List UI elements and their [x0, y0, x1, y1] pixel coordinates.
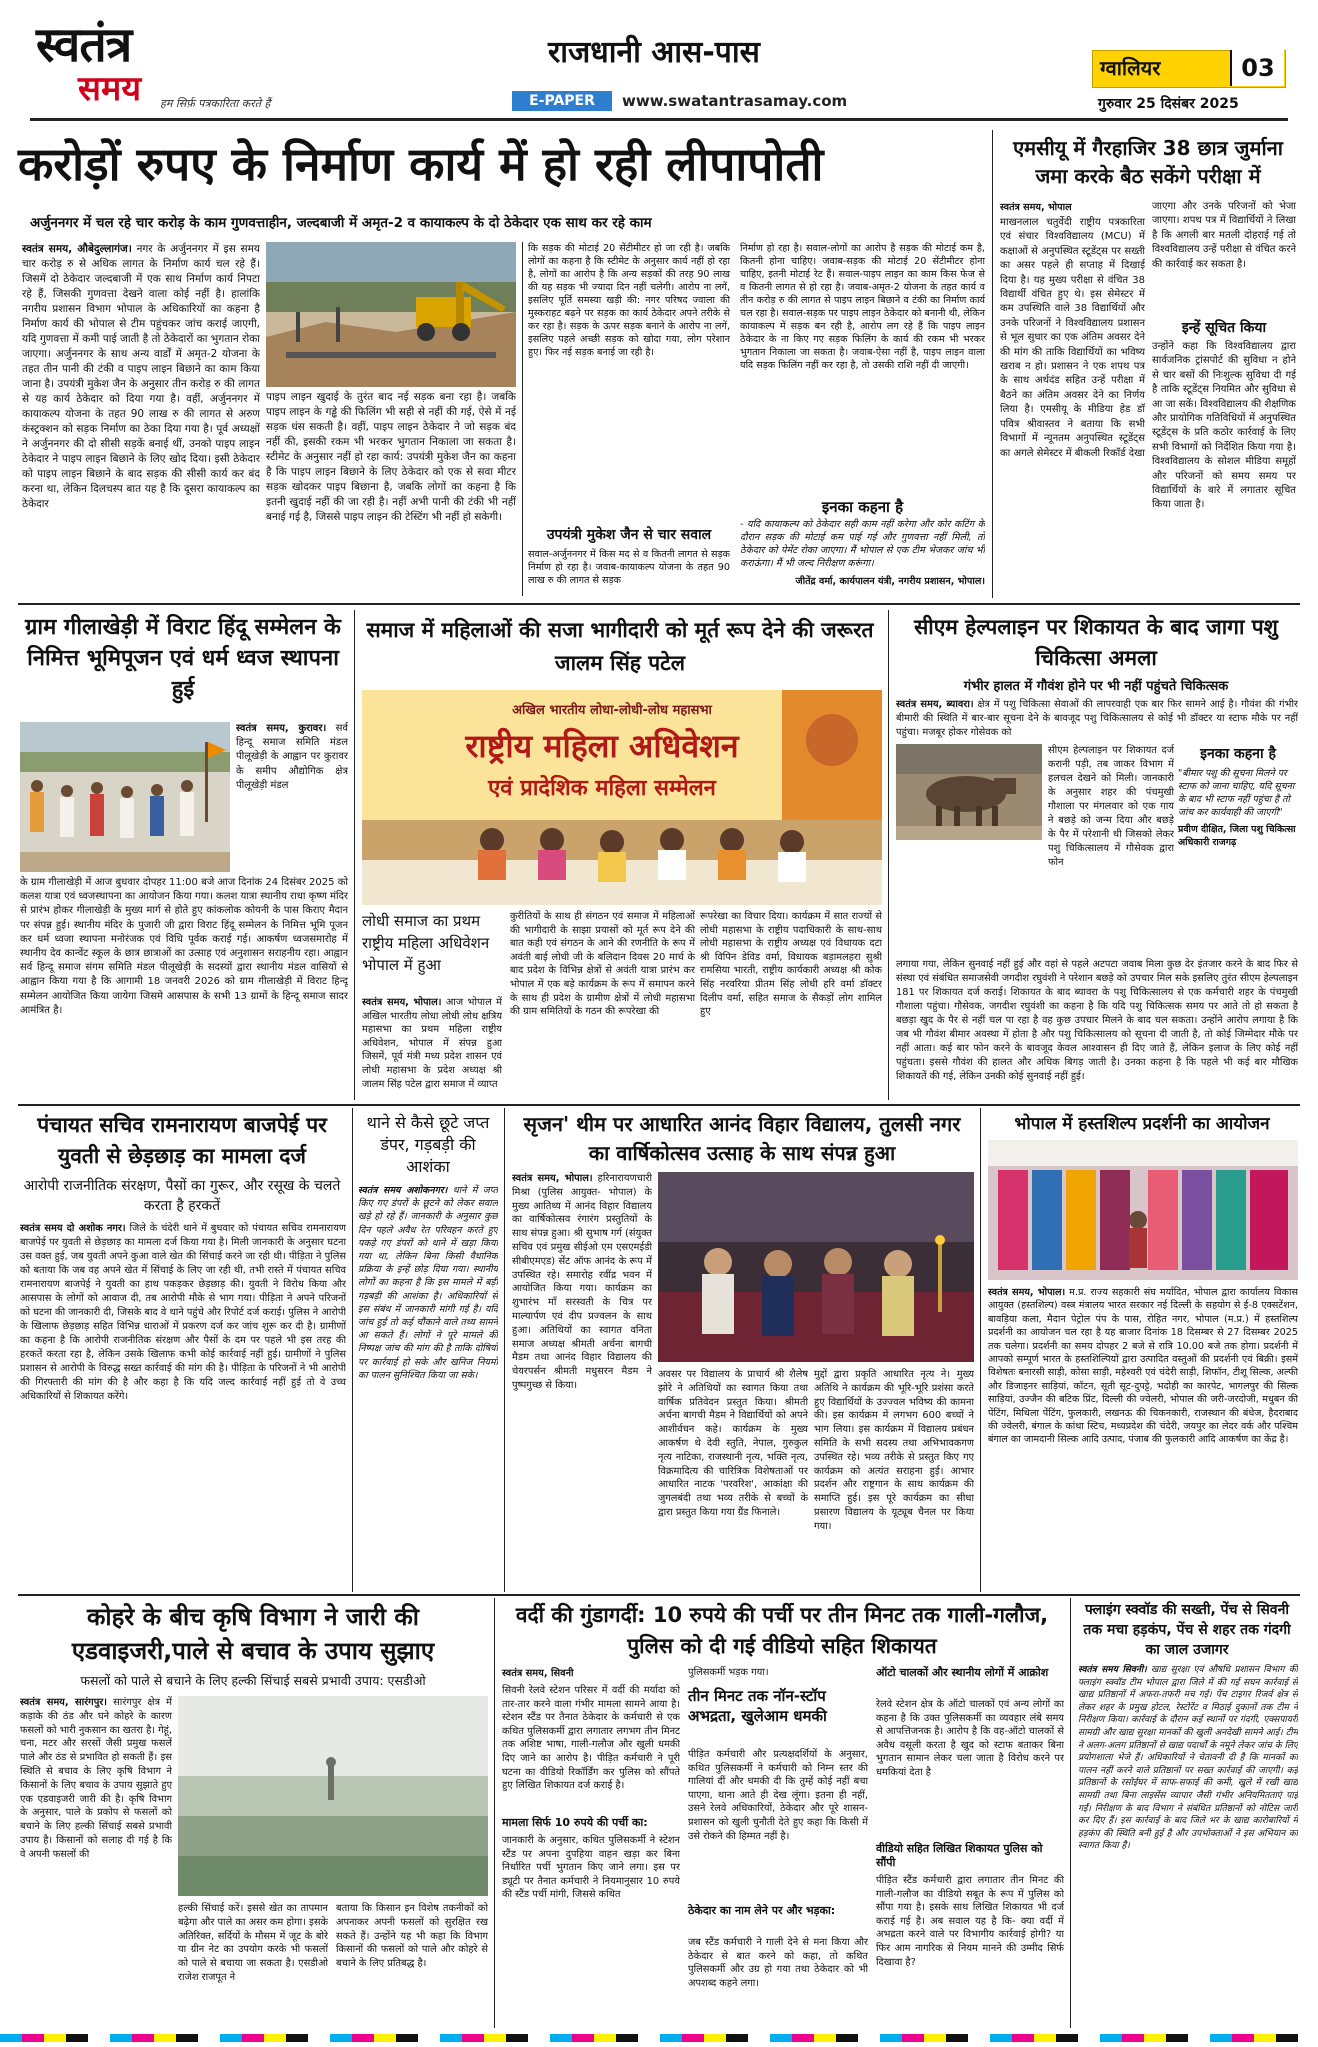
mcu-col1: माखनलाल चतुर्वेदी राष्ट्रीय पत्रकारिता एवं संचार विश्वविद्यालय (MCU) में कक्षाओं से अनुपस्थित स्टूडेंट्स पर सख्ती का असर पहले ही सप्ताह में दिखाई दिया है। यह मुख्य परीक्षा से वंचित 38 विद्यार्थी वंचित हुए थे। इस सेमेस्टर में कम उपस्थिति वाले 38 विद्यार्थियों और उनके परिजनों ने विश्वविद्यालय प्रशासन से भूल सुधार का एक अंतिम अवसर देने की मांग की ताकि विद्यार्थियों का भविष्य खराब न हो। प्रशासन ने एक शपथ पत्र के साथ अर्थदंड सहित उन्हें परीक्षा में बैठने का अंतिम अवसर देने का निर्णय लिया है। एमसीयू के मीडिया हेड डॉ पवित्र श्रीवास्तव ने बताया कि सभी विभागों में न्यूनतम अनुपस्थित स्टूडेंट्स का अगले सेमेस्टर में बीकली रिकॉर्ड देखा	[1000, 217, 1145, 459]
annual-function-image	[658, 1172, 974, 1362]
lead-headline: करोड़ों रुपए के निर्माण कार्य में हो रही लीपापोती	[18, 137, 824, 191]
kohra-subhead: फसलों को पाले से बचाने के लिए हल्की सिंचाई सबसे प्रभावी उपाय: एसडीओ	[80, 1673, 426, 1688]
masthead	[0, 0, 1318, 125]
row2-divider-1	[354, 610, 355, 1100]
panchayat-byline: स्वतंत्र समय दो अशोक नगर।	[20, 1223, 126, 1234]
vardi-col3: रेलवे स्टेशन क्षेत्र के ऑटो चालकों एवं अन्य लोगों का कहना है कि उक्त पुलिसकर्मी का व्यवहार लंबे समय से आपत्तिजनक है। आरोप है कि वह-ऑटो चालकों से अवैध वसूली करता है खुद को स्टाफ बताकर बिना भुगतान सामान लेकर चला जाता है विरोध करने पर धमकियां देता है	[876, 1699, 1064, 1778]
banner-line1: अखिल भारतीय लोधा-लोधी-लोध महासभा	[512, 703, 712, 718]
kohra-headline: कोहरे के बीच कृषि विभाग ने जारी की एडवाइजरी,पाले से बचाव के उपाय सुझाए	[71, 1603, 435, 1665]
thane-body-text: थाने में जप्त किए गए डंपरों के छूटने को लेकर सवाल खड़े हो रहे हैं। जानकारी के अनुसार कुछ दिन पहले अवैध रेत परिवहन करते हुए पकड़े गए डंपरों को थाने में खड़ा किया गया था, लेकिन बिना किसी वैधानिक प्रक्रिया के इन्हें छोड़ दिया गया। स्थानीय लोगों का कहना है कि इस मामले में बड़ी गड़बड़ी की आशंका है। अधिकारियों से इस संबंध में जानकारी मांगी गई है। यदि जांच हुई तो कई चौंकाने वाले तथ्य सामने आ सकते हैं। लोगों ने पूरे मामले की निष्पक्ष जांच की मांग की है ताकि दोषियों पर कार्रवाई हो सके और खनिज नियमों का पालन सुनिश्चित किया जा सके।	[358, 1185, 498, 1381]
vardi-headline: वर्दी की गुंडागर्दी: 10 रुपये की पर्ची पर तीन मिनट तक गाली-गलौज, पुलिस को दी गई वीडियो सहित शिकायत	[515, 1603, 1049, 1658]
lead-byline: स्वतंत्र समय, औबेदुल्लागंज।	[22, 243, 132, 255]
mcu-headline: एमसीयू में गैरहाजिर 38 छात्र जुर्माना जमा करके बैठ सकेंगे परीक्षा में	[1013, 136, 1283, 188]
haat-photo	[988, 1140, 1298, 1280]
vardi-col2-head: तीन मिनट तक नॉन-स्टॉप अभद्रता, खुलेआम धमकी	[688, 1687, 827, 1725]
srijan-photo	[658, 1172, 974, 1362]
srijan-col1-text: हरिनारायणचारी मिश्रा (पुलिस आयुक्त- भोपाल) के मुख्य आतिथ्य में आनंद विहार विद्यालय का वार्षिकोत्सव रंगारंग प्रस्तुतियों के साथ संपन्न हुआ। श्री सुभाष गर्ग (संयुक्त सचिव एवं प्रमुख सीईओ एम एसएमईडी सीबीएमएड) सेंट ऑफ आनंद के रूप में उपस्थित रहे। समारोह रवींद्र भवन में आयोजित किया गया। कार्यक्रम का शुभारंभ माँ सरस्वती के चित्र पर माल्यार्पण एवं दीप प्रज्वलन के साथ हुआ। अतिथियों का स्वागत वनिता समाज अध्यक्ष श्रीमती अर्चना बागची मैडम तथा आनंद विहार विद्यालय की चेयरपर्सन श्रीमती मधुसरन मैडम ने पुष्पगुच्छ से किया।	[512, 1173, 652, 1391]
kohra-col2: हल्की सिंचाई करें। इससे खेत का तापमान बढ़ेगा और पाले का असर कम होगा। इसके अतिरिक्त, सर्दियों के मौसम में जूट के बोरे या ग्रीन नेट का उपयोग करके भी फसलों को पाले से बचाया जा सकता है। एसडीओ राजेश राजपूत ने	[178, 1903, 328, 1983]
flyover-body	[1078, 1664, 1298, 2024]
kohra-col3: बताया कि किसान इन विशेष तकनीकों को अपनाकर अपनी फसलों को सुरक्षित रख सकते हैं। उन्होंने यह भी कहा कि विभाग किसानों की फसलों को पाले और कोहरे से बचाने के लिए प्रतिबद्ध है।	[336, 1903, 488, 1970]
vardi-col2: पीड़ित कर्मचारी और प्रत्यक्षदर्शियों के अनुसार, कथित पुलिसकर्मी ने कर्मचारी को निम्न स्तर की गालियां दीं और धमकी दी कि तुम्हें कोई नहीं बचा पाएगा, थाना आते ही देख लूंगा। इतना ही नहीं, उसने रेलवे अधिकारियों, ठेकेदार और पूरे शासन-प्रशासन को खुली चुनौती देते हुए कहा कि किसी में उसे रोकने की हिम्मत नहीं है।	[688, 1749, 868, 1842]
gila-byline: स्वतंत्र समय, कुरावर।	[236, 723, 327, 734]
vardi-col2a: पुलिसकर्मी भड़क गया।	[688, 1667, 769, 1678]
row2-rule	[18, 1104, 1300, 1106]
lead-col1-text: नगर के अर्जुननगर में इस समय चार करोड़ रु से अधिक लागत के निर्माण कार्य चल रहे हैं। जिसमें दो ठेकेदार जल्दबाजी में एक साथ निर्माण कार्य निपटा रहे हैं, जिसकी गुणवत्ता देखने वाला कोई नहीं है। हालांकि नगरीय प्रशासन विभाग भोपाल के अधिकारियों का कहना है निर्माण कार्य की भोपाल से टीम पहुंचकर जांच कराई जाएगी, यदि गुणवत्ता में कमी पाई जाती है तो ठेकेदारों का भुगतान रोका जाएगा। अर्जुननगर के साथ अन्य वार्डों में अमृत-2 योजना के तहत तीन पानी की टंकी व पाइप लाइन बिछाने का काम किया जाना है। उपयंत्री मुकेश जैन के अनुसार तीन करोड़ रु की लागत से यह कार्य ठेकेदार को दिया गया है। वहीं, अर्जुननगर में कायाकल्प योजना के तहत 90 लाख रु की लागत से अरुण कंस्ट्रक्शन को सड़क निर्माण का ठेका दिया गया है। पूर्व अध्यक्षों ने अर्जुननगर की दो सीसी सड़कें बनाई थीं, उनको पाइप लाइन ठेकेदार ने पाइप लाइन बिछाने के लिए खोद दिया। इसी ठेकेदार को पाइप लाइन बिछाने के बाद सड़क की सीसी कार्य कर बंद करना था, लेकिन दिलचस्प बात यह है कि दूसरा कायाकल्प का ठेकेदार	[22, 243, 260, 510]
cm-quote-head: इनका कहना है	[1200, 746, 1276, 762]
foggy-field-image	[178, 1696, 488, 1896]
kohra-photo	[178, 1696, 488, 1896]
cm-photo	[896, 744, 1042, 840]
banner-line3: एवं प्रादेशिक महिला सम्मेलन	[488, 776, 716, 801]
panchayat-headline: पंचायत सचिव रामनारायण बाजपेई पर युवती से छेड़छाड़ का मामला दर्ज	[37, 1113, 327, 1168]
banner-line2: राष्ट्रीय महिला अधिवेशन	[465, 727, 739, 765]
construction-image	[266, 242, 516, 387]
mcu-byline: स्वतंत्र समय, भोपाल	[1000, 202, 1072, 213]
mcu-col2b: उन्होंने कहा कि विश्वविद्यालय द्वारा सार्वजनिक ट्रांसपोर्ट की सुविधा न होने से चार बसों की निःशुल्क सुविधा दी गई है ताकि स्टूडेंट्स नियमित और सुविधा से आ जा सकें। विश्वविद्यालय की शैक्षणिक और प्रायोगिक गतिविधियों में अनुपस्थित स्टूडेंट्स के प्रति कठोर कार्रवाई के लिए सभी विभागों को निर्देशित किया गया है। विश्वविद्यालय के सोशल मीडिया समूहों और परिजनों को समय समय पर विद्यार्थियों के बारे में लगातार सूचित किया जाता है।	[1152, 341, 1296, 511]
tagline: हम सिर्फ़ पत्रकारिता करते हैं	[160, 97, 271, 110]
vardi-col3-head: ऑटो चालकों और स्थानीय लोगों में आक्रोश	[876, 1666, 1049, 1679]
lead-quote-head: इनका कहना है	[821, 498, 904, 516]
lead-col4: निर्माण हो रहा है। सवाल-लोगों का आरोप है सड़क की मोटाई कम है, कितनी होना चाहिए। जवाब-सड़क की मोटाई 20 सेंटीमीटर होना चाहिए, इतनी मोटाई रेट हैं। सवाल-पाइप लाइन का काम किस फेज से व कितनी लागत से हो रहा है। जवाब-अमृत-2 योजना के तहत कार्य व तीन करोड़ रु की लागत से पाइप लाइन बिछाने व टंकी का निर्माण कार्य चल रहा है। सवाल-सड़क पर पाइप लाइन ठेकेदार को बनानी थी, लेकिन कायाकल्प में सड़क बन रही है, आरोप लग रहे हैं कि पाइप लाइन ठेकेदार के ना किए गए सड़क फिलिंग के कार्य की रकम भी भरकर भुगतान निकाला जा सकता है। जवाब-ऐसा नहीं है, पाइप लाइन वाला यदि सड़क फिलिंग नहीं कर रहा है, तो उसकी राशि नहीं दी जाएगी।	[740, 243, 985, 371]
lead-quote: - यदि कायाकल्प को ठेकेदार सही काम नहीं करेगा और कोर कटिंग के दौरान सड़क की मोटाई कम पाई गई और गुणवत्ता नहीं मिली, तो ठेकेदार को पेमेंट रोका जाएगा। मैं भोपाल से एक टीम भेजकर जांच भी कराऊंगा। मैं भी जल्द निरीक्षण करूंगा।	[740, 519, 985, 569]
srijan-headline: सृजन' थीम पर आधारित आनंद विहार विद्यालय, तुलसी नगर का वार्षिकोत्सव उत्साह के साथ संपन्न हुआ	[523, 1112, 961, 1165]
vardi-col3b: पीड़ित स्टैंड कर्मचारी द्वारा लगातार तीन मिनट की गाली-गलौज का वीडियो सबूत के रूप में पुलिस को सौंपा गया है। इसके साथ लिखित शिकायत भी दर्ज कराई गई है। अब सवाल यह है कि- क्या वर्दी में अभद्रता करने वाले पर विभागीय कार्रवाई होगी? या फिर आम नागरिक से नियम मानने की उम्मीद सिर्फ दिखावा है?	[876, 1875, 1064, 1968]
lead-col1	[22, 242, 260, 598]
row3-divider-1	[352, 1108, 353, 1592]
mcu-subhead: इन्हें सूचित किया	[1181, 320, 1267, 336]
lead-subhead: अर्जुननगर में चल रहे चार करोड़ के काम गुणवत्ताहीन, जल्दबाजी में अमृत-2 व कायाकल्प के दो ठेकेदार एक साथ कर रहे काम	[30, 215, 652, 231]
mahila-col3: रूपरेखा का विचार दिया। कार्यक्रम में सात राज्यों से लोधी महासभा के राष्ट्रीय पदाधिकारी के साथ-साथ लोधी महासभा के राष्ट्रीय अध्यक्ष एवं विधायक दटा श्री विपिन डेविड वर्मा, विधायक बड़ामलहरा सुश्री रामसिया भारती, राष्ट्रीय कार्यकारी अध्यक्ष श्री कोक सिंह नरवरिया प्रीतम सिंह लोधी हरि वर्मा डॉक्टर दिलीप वर्मा, सहित समाज के सैकड़ों लोग शामिल हुए	[700, 911, 882, 1018]
gila-photo	[20, 722, 230, 872]
vardi-col1b: जानकारी के अनुसार, कथित पुलिसकर्मी ने स्टेशन स्टैंड पर अपना दुपहिया वाहन खड़ा कर बिना निर्धारित पर्ची भुगतान किए जाने लगा। इस पर ड्यूटी पर तैनात कर्मचारी ने नियमानुसार 10 रुपये की स्टैंड पर्ची मांगी, जिससे कथित	[502, 1835, 680, 1901]
row4-divider-2	[1070, 1598, 1071, 2028]
mahila-photo	[362, 690, 882, 905]
cm-body: लगाया गया, लेकिन सुनवाई नहीं हुई और वहां से पहले अटपटा जवाब मिला कुछ देर इंतजार करने के बाद फिर से संस्था एवं संबंधित समाजसेवी जगदीश रघुवंशी ने परेशान बछड़े को उपचार मिल सके इसलिए तुरंत सीएम हेल्पलाइन 181 पर शिकायत दर्ज कराई। शिकायत के बाद ब्यावरा के पशु चिकित्सालय से एक कर्मचारी शहर के पंचमुखी गौशाला पहुंचा। गौसेवक, जगदीश रघुवंशी का कहना है कि यदि पशु चिकित्सक समय पर आते तो हो सकता है बछड़ा खुद के पैर से नहीं चल पा रहा है वह कुछ उपचार मिलने के बाद चल सकता। उन्होंने आरोप लगाया है कि जब भी गौवंश बीमार अवस्था में होता है और पशु चिकित्सालय को सूचना दी जाती है, तो कोई जिम्मेदार मौके पर नहीं आता। कई बार फोन करने के बावजूद केवल आश्वासन ही दिए जाते हैं, लेकिन इलाज के लिए कोई नहीं पहुंचता। इससे गौवंश की हालत और अधिक बिगड़ जाती है। उनका कहना है कि पहले भी कई बार मौखिक शिकायतें की गई, लेकिन उनकी कोई सुनवाई नहीं हुई।	[896, 959, 1298, 1082]
row4-divider-1	[494, 1598, 495, 2028]
exhibition-image	[988, 1140, 1298, 1280]
masthead-rule	[30, 118, 1288, 121]
page-number: 03	[1230, 50, 1284, 86]
srijan-byline: स्वतंत्र समय, भोपाल।	[512, 1173, 593, 1184]
vardi-col1-head: मामला सिर्फ 10 रुपये की पर्ची का:	[502, 1816, 648, 1829]
lead-col-divider	[522, 242, 523, 596]
ceremony-image	[20, 722, 230, 872]
vardi-byline: स्वतंत्र समय, सिवनी	[502, 1668, 574, 1679]
vardi-col1: सिवनी रेलवे स्टेशन परिसर में वर्दी की मर्यादा को तार-तार करने वाला गंभीर मामला सामने आया है। स्टेशन स्टैंड पर तैनात ठेकेदार के कर्मचारी से एक कथित पुलिसकर्मी द्वारा लगातार लगभग तीन मिनट तक अशिष्ट भाषा, गाली-गलौज और खुली धमकी दिए जाने का आरोप है। पीड़ित कर्मचारी ने पूरी घटना का वीडियो रिकॉर्डिंग कर पुलिस को सौंपते हुए लिखित शिकायत दर्ज कराई है।	[502, 1685, 680, 1792]
srijan-col3: मुद्दों द्वारा प्रकृति आधारित नृत्य ने। मुख्य अतिथि ने कार्यक्रम की भूरि-भूरि प्रशंसा करते हुए विद्यार्थियों के उज्ज्वल भविष्य की कामना की। इस कार्यक्रम में लगभग 600 बच्चों ने भाग लिया। इस कार्यक्रम में विद्यालय प्रबंधन समिति के सभी सदस्य तथा अभिभावकगण उपस्थित रहे। भव्य तरीके से प्रस्तुत किए गए कार्यक्रम को अत्यंत सराहना हुई। आभार प्रदर्शन और राष्ट्रगान के साथ कार्यक्रम की समाप्ति हुई। इस पूरे कार्यक्रम का सीधा प्रसारण विद्यालय के यूट्यूब चैनल पर किया गया।	[814, 1369, 974, 1532]
row3-rule	[18, 1594, 1300, 1596]
cm-quote-box	[1178, 744, 1298, 954]
srijan-col2: अवसर पर विद्यालय के प्राचार्य श्री शैलेष झोरे ने अतिथियों का स्वागत किया तथा वार्षिक प्रतिवेदन प्रस्तुत किया। श्रीमती अर्चना बागची मैडम ने विद्यार्थियों को अपने आशीर्वचन कहे। कार्यक्रम के मुख्य आकर्षण थे देवी स्तुति, नेपाल, गुरुकुल नृत्य नाटिका, राजस्थानी नृत्य, भक्ति नृत्य, विक्रमादित्य की चारित्रिक विशेषताओं पर आधारित नाटक 'परवरिश', आकांक्षा की जुगलबंदी तथा भव्य तरीके से बच्चों के द्वारा प्रस्तुत किया गया ग्रैंड फिनाले।	[658, 1369, 808, 1518]
lead-col2: पाइप लाइन खुदाई के तुरंत बाद नई सड़क बना रहा है। जबकि पाइप लाइन के गड्ढे की फिलिंग भी सही से नहीं की गई, ऐसे में नई सड़क धंस सकती है। वहीं, पाइप लाइन ठेकेदार ने जो सड़क बंद नहीं की, इसकी रकम भी भरकर भुगतान निकाला जा सकता है। स्टीमेट के अनुसार नहीं हो रहा कार्य: उपयंत्री मुकेश जैन का कहना है कि पाइप लाइन बिछाने के लिए ठेकेदार को एक से सवा मीटर सड़क खोदकर पाइप बिछाना है, जबकि लोगों का कहना है कि इतनी खुदाई नहीं की जा रही है। नहीं अभी पानी की टंकी भी नहीं बनाई गई है, जिससे पाइप लाइन की टेस्टिंग भी नहीं हो सकेगी।	[266, 391, 516, 523]
mahila-subhead: लोधी समाज का प्रथम राष्ट्रीय महिला अधिवेशन भोपाल में हुआ	[362, 912, 490, 974]
logo-bottom: समय	[78, 69, 142, 109]
row2-divider-2	[888, 610, 889, 1100]
kohra-col1-text: सारंगपुर क्षेत्र में कड़ाके की ठंड और घने कोहरे के कारण फसलों को भारी नुकसान का खतरा है। गेहूं, चना, मटर और सरसों जैसी प्रमुख फसलें पाले और ठंड से प्रभावित हो सकती हैं। इस स्थिति से बचाव के लिए कृषि विभाग ने किसानों के लिए बचाव के उपाय सुझाते हुए एक एडवाइजरी जारी की है। कृषि विभाग के अनुसार, पाले के प्रकोप से फसलों को बचाने के लिए हल्की सिंचाई सबसे प्रभावी उपाय है। किसानों को सलाह दी गई है कि वे अपनी फसलों की	[20, 1697, 172, 1860]
vardi-col2-head2: ठेकेदार का नाम लेने पर और भड़का:	[688, 1904, 836, 1917]
section-title: राजधानी आस-पास	[548, 35, 760, 70]
lead-photo	[266, 242, 516, 387]
gila-body: के ग्राम गीलाखेड़ी में आज बुधवार दोपहर 11:00 बजे आज दिनांक 24 दिसंबर 2025 को कलश यात्रा एवं ध्वजस्थापना का आयोजन किया गया। कलश यात्रा स्थानीय राधा कृष्ण मंदिर से प्रारंभ होकर गीलाखेड़ी के मुख्य मार्ग से होते हुए कांकलोक कोयनी के पास किराए मैदान पर संपन्न हुई। स्थानीय मंदिर के पुजारी जी द्वारा विराट हिंदू सम्मेलन के निमित्त भूमि पूजन कर धर्म ध्वजा स्थापना मनोरंजक एवं विधि पूर्वक कराई गई। आकर्षण ध्वजसमारोह में स्थानीय देव कान्वेंट स्कूल के छात्र छात्राओं का उत्साह एवं अनुशासन सराहनीय रहा। आह्वान सर्व हिन्दू समाज संगम समिति मंडल पीलूखेड़ी के सदस्यों द्वारा स्थानीय मंडल वासियों से आह्वान किया गया है कि आगामी 18 जनवरी 2026 को ग्राम गीलाखेड़ी में विराट हिन्दू सम्मेलन आयोजित किया जायेगा जिसमे आसपास के सभी 13 ग्रामों के हिन्दू समाज सादर आमंत्रित है।	[20, 877, 348, 1016]
lead-quote-by: जीतेंद्र वर्मा, कार्यपालन यंत्री, नगरीय प्रशासन, भोपाल।	[795, 576, 985, 587]
flyover-byline: स्वतंत्र समय सिवनी।	[1078, 1665, 1147, 1675]
srijan-col1	[512, 1172, 652, 1588]
cm-top	[896, 698, 1298, 742]
cm-subhead: गंभीर हालत में गौवंश होने पर भी नहीं पहुंचते चिकित्सक	[963, 679, 1229, 694]
lead-col3-tail: सवाल-अर्जुननगर में किस मद से व कितनी लागत से सड़क निर्माण हो रहा है। जवाब-कायाकल्प योजना के तहत 90 लाख रु की लागत से सड़क	[528, 549, 730, 586]
footer-color-strip	[0, 2034, 1318, 2042]
city-name: ग्वालियर	[1100, 56, 1161, 80]
gila-col-right-text: सर्व हिन्दू समाज समिति मंडल पीलूखेड़ी के आह्वान पर कुरावर के समीप औद्योगिक क्षेत्र पीलूखेड़ी मंडल	[236, 723, 348, 791]
gila-headline: ग्राम गीलाखेड़ी में विराट हिंदू सम्मेलन के निमित्त भूमिपूजन एवं धर्म ध्वज स्थापना हुई	[25, 615, 341, 702]
vardi-col3-head2: वीडियो सहित लिखित शिकायत पुलिस को सौंपी	[876, 1842, 1043, 1869]
mahila-headline: समाज में महिलाओं की सजा भागीदारी को मूर्त रूप देने की जरूरत जालम सिंह पटेल	[366, 618, 874, 675]
logo-top: स्वतंत्र	[36, 17, 132, 73]
panchayat-subhead: आरोपी राजनीतिक संरक्षण, पैसों का गुरूर, और रसूख के चलते करता है हरकतें	[23, 1178, 341, 1214]
thane-body	[358, 1184, 498, 1588]
right-column-divider	[992, 130, 993, 598]
lead-col3: कि सड़क की मोटाई 20 सेंटीमीटर हो जा रही है। जबकि लोगों का कहना है कि स्टीमेट के अनुसार कार्य नहीं हो रहा है, लोगों का आरोप है कि अन्य सड़कों की तरह 90 लाख की यह सड़क भी ज्यादा दिन नहीं चलेगी। आरोप ना लगें, इसलिए पूर्ति समस्या खड़ी की: नगर परिषद ज्वाला की मुस्कराहट बढ़ने पर सड़क का कार्य ठेकेदार अपने तरीके से कर रहा है। सड़क के ऊपर सड़क बनाने के आरोप ना लगें, इसलिए पहले अच्छी सड़क को खोदा गया, लोग परेशान हुए। फिर नई सड़क बनाई जा रही है।	[528, 243, 730, 358]
website[interactable]: www.swatantrasamay.com	[622, 92, 848, 110]
thane-headline: थाने से कैसे छूटे जप्त डंपर, गड़बड़ी की आशंका	[366, 1113, 490, 1176]
cow-image	[896, 744, 1042, 840]
flyover-headline: फ्लाइंग स्क्वॉड की सख्ती, पेंच से सिवनी तक मचा हड़कंप, पेंच से शहर तक गंदगी का जाल उजागर	[1083, 1602, 1291, 1658]
row3-divider-3	[980, 1108, 981, 1592]
haat-byline: स्वतंत्र समय, भोपाल।	[988, 1287, 1066, 1298]
haat-body	[988, 1286, 1298, 1588]
vardi-col2b: जब स्टैंड कर्मचारी ने गाली देने से मना किया और ठेकेदार से बात करने को कहा, तो कथित पुलिसकर्मी और उग्र हो गया तथा ठेकेदार को भी अपशब्द कहने लगा।	[688, 1937, 868, 1989]
thane-byline: स्वतंत्र समय अशोकनगर।	[358, 1185, 448, 1196]
haat-headline: भोपाल में हस्तशिल्प प्रदर्शनी का आयोजन	[1014, 1114, 1270, 1134]
kohra-col1	[20, 1696, 172, 2024]
mahila-col1-text: आज भोपाल में अखिल भारतीय लोधा लोधी लोध क्षत्रिय महासभा का प्रथम महिला राष्ट्रीय अधिवेशन, भोपाल में संपन्न हुआ जिसमें, पूर्व मंत्री मध्य प्रदेश शासन एवं लोधी महासभा के प्रदेश अध्यक्ष श्री जालम सिंह पटेल द्वारा समाज में व्याप्त	[362, 997, 502, 1090]
mahila-col1	[362, 996, 502, 1100]
cm-byline: स्वतंत्र समय, ब्यावरा।	[896, 699, 974, 710]
mahila-byline: स्वतंत्र समय, भोपाल।	[362, 997, 442, 1008]
kohra-byline: स्वतंत्र समय, सारंगपुर।	[20, 1697, 107, 1708]
mcu-col2: जाएगा और उनके परिजनों को भेजा जाएगा। शपथ पत्र में विद्यार्थियों ने लिखा है कि अगली बार मतली दोहराई गई तो विश्वविद्यालय उन्हें परीक्षा से वंचित करने की कार्रवाई कर सकता है।	[1152, 201, 1296, 270]
cm-quote: "बीमार पशु की सूचना मिलने पर स्टाफ को जाना चाहिए, यदि सूचना के बाद भी स्टाफ नहीं पहुंचा है तो जांच कर कार्यवाही की जाएगी"	[1178, 768, 1295, 818]
gila-col-right	[236, 722, 348, 872]
flyover-body-text: खाद्य सुरक्षा एवं औषधि प्रशासन विभाग की फ्लाइंग स्क्वॉड टीम भोपाल द्वारा जिले में की गई सघन कार्रवाई से खाद्य प्रतिष्ठानों में अफरा-तफरी मच गई। पेंच टाइगर रिजर्व क्षेत्र से लेकर शहर के प्रमुख होटल, रेस्टोरेंट व मिठाई दुकानों तक टीम ने निरीक्षण किया। कार्रवाई के दौरान कई स्थानों पर गंदगी, एक्सपायरी सामग्री और खाद्य सुरक्षा मानकों की खुली अनदेखी सामने आई। टीम ने अलग-अलग प्रतिष्ठानों से खाद्य पदार्थों के नमूने लेकर जांच के लिए प्रयोगशाला भेजे हैं। अधिकारियों ने चेतावनी दी है कि मानकों का पालन नहीं करने वाले प्रतिष्ठानों पर सख्त कार्रवाई की जाएगी। कई प्रतिष्ठानों के रसोईघर में साफ-सफाई की कमी, खुले में रखी खाद्य सामग्री तथा बिना लाइसेंस व्यापार जैसी गंभीर अनियमितताएं पाई गईं। निरीक्षण के बाद विभाग ने संबंधित प्रतिष्ठानों को नोटिस जारी कर दिए हैं। इस कार्रवाई के बाद जिले भर के खाद्य कारोबारियों में हड़कंप की स्थिति बनी हुई है और उपभोक्ताओं ने इस अभियान का स्वागत किया है।	[1078, 1665, 1298, 1852]
cm-left: सीएम हेल्पलाइन पर शिकायत दर्ज करानी पड़ी, तब जाकर विभाग में हलचल देखने को मिली। जानकारी के अनुसार शहर की पंचमुखी गौशाला पर मंगलवार को एक गाय ने बछड़े को जन्म दिया और बछड़े के पैर में परेशानी थी जिसको लेकर पशु चिकित्सालय में गौसेवक द्वारा फोन	[1048, 745, 1174, 868]
haat-body-text: म.प्र. राज्य सहकारी संघ मर्यादित, भोपाल द्वारा कार्यालय विकास आयुक्त (हस्तशिल्प) वस्त्र मंत्रालय भारत सरकार नई दिल्ली के सहयोग से ई-8 एक्सटेंशन, बावड़िया कला, मैदान पेट्रोल पंप के पास, रोहित नगर, भोपाल (म.प्र.) में हस्तशिल्प प्रदर्शनी का आयोजन चल रहा है यह बाजार दिनांक 18 दिसम्बर से 27 दिसम्बर 2025 तक चलेगा। प्रदर्शनी का समय दोपहर 2 बजे से रात्रि 10.00 बजे तक होगा। प्रदर्शनी में आपको सम्पूर्ण भारत के हस्तशिल्पियों द्वारा उत्पादित वस्तुओं की प्रदर्शनी एवं बिक्री। इसमें विशेषतः बनारसी साड़ी, कोसा साड़ी, महेश्वरी एवं चंदेरी साड़ी, शिफॉन, टीशू सिल्क, अल्फी और डिजाइनर साड़ियां, कॉटन, सूती सूट-दुपट्टे, भदोही का कारपेट, भागलपुर की सिल्क साड़ियां, उज्जैन की बटिक प्रिंट, दिल्ली की ज्वेलरी, भोपाल की जरी-जरदोजी, मधुबन की पेंटिंग, मिथिला पेंटिंग, फुलकारी, लखनऊ की चिकनकारी, राजस्थान की बंधेज, हैदराबाद की ज्वेलरी, बंगाल के कांथा स्टिच, मध्यप्रदेश की चंदेरी, जयपुर का लेदर वर्क और पश्चिम बंगाल का जामदानी सिल्क आदि उत्पाद, पंजाब की फुलकारी आदि आकर्षण का केंद्र है।	[988, 1287, 1298, 1446]
panchayat-body-text: जिले के चंदेरी थाने में बुधवार को पंचायत सचिव रामनारायण बाजपेई पर युवती से छेड़छाड़ का मामला दर्ज किया गया है। मिली जानकारी के अनुसार घटना उस वक्त हुई, जब युवती अपने कुआ वाले खेत की सिंचाई करने जा रही थी। पीड़िता ने पुलिस को बताया कि जब वह अपने खेत में सिंचाई के लिए जा रही थी, तभी रास्ते में पंचायत सचिव रामनारायण बाजपेई ने युवती का हाथ पकड़कर छेड़छाड़ की। युवती ने विरोध किया और आसपास के लोगों को आवाज दी, तब आरोपी मौके से भाग गया। पीड़िता ने अपने परिजनों को घटना की जानकारी दी, जिसके बाद वे थाने पहुंचे और रिपोर्ट दर्ज कराई। पुलिस ने आरोपी के खिलाफ छेड़छाड़ सहित विभिन्न धाराओं में प्रकरण दर्ज कर जांच शुरू कर दी है। ग्रामीणों का कहना है कि आरोपी राजनीतिक संरक्षण और पैसों के दम पर पहले भी इस तरह की हरकतें करता रहा है, लेकिन उसके खिलाफ कभी कोई कार्रवाई नहीं हुई। ग्रामीणों ने पुलिस प्रशासन से आरोपी के विरुद्ध सख्त कार्रवाई की मांग की है। पीड़िता के परिजनों ने भी आरोपी की गिरफ्तारी की मांग की है और कहा है कि यदि जल्द कार्रवाई नहीं हुई तो वे उच्च अधिकारियों से शिकायत करेंगे।	[20, 1223, 346, 1402]
cm-headline: सीएम हेल्पलाइन पर शिकायत के बाद जागा पशु चिकित्सा अमला	[914, 615, 1278, 670]
panchayat-body	[20, 1222, 346, 1588]
date: गुरुवार 25 दिसंबर 2025	[1098, 96, 1239, 112]
lead-questions-head: उपयंत्री मुकेश जैन से चार सवाल	[546, 527, 712, 543]
cm-quote-by: प्रवीण दीक्षित, जिला पशु चिकित्सा अधिकारी राजगढ़	[1178, 824, 1296, 848]
cm-top-text: क्षेत्र में पशु चिकित्सा सेवाओं की लापरवाही एक बार फिर सामने आई है। गौवंश की गंभीर बीमारी की स्थिति में बार-बार सूचना देने के बावजूद पशु चिकित्सालय से कोई भी डॉक्टर या स्टाफ मौके पर नहीं पहुंचा। मजबूर होकर गोसेवक को	[896, 699, 1298, 738]
epaper-label: E-PAPER	[512, 91, 612, 111]
mahila-col2: कुरीतियों के साथ ही संगठन एवं समाज में महिलाओं की भागीदारी के साझा प्रयासों को मूर्त रूप देने की बात कही एवं संगठन के आने की रणनीति के रूप में अवंती बाई लोधी जी के बलिदान दिवस 20 मार्च के बाद प्रदेश के विभिन्न क्षेत्रों से अवंती यात्रा प्रारंभ कर भोपाल में एक बड़े कार्यक्रम के रूप में समापन करने के साथ ही प्रदेश के ग्रामीण क्षेत्रों में लोधी महासभा की ग्राम समितियों के गठन की रूपरेखा की	[510, 911, 695, 1018]
row1-rule	[18, 603, 1300, 605]
row3-divider-2	[504, 1108, 505, 1592]
